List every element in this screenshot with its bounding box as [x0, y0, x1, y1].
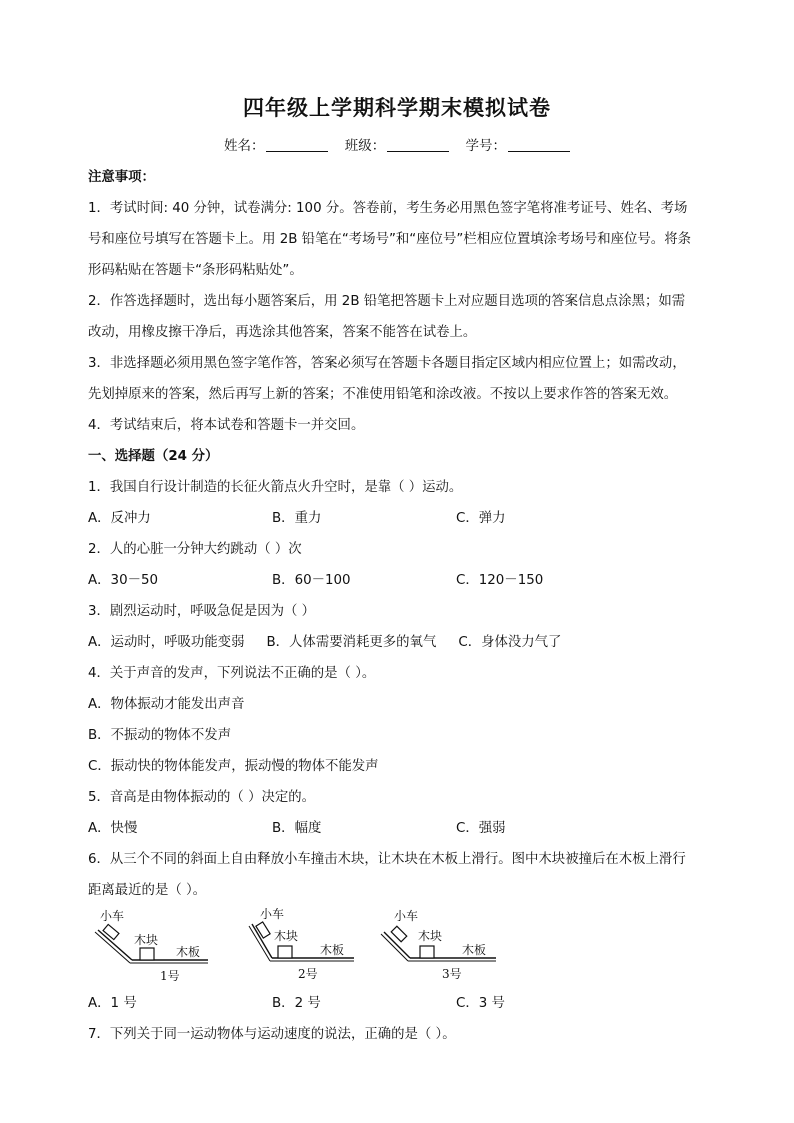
option-a: A．运动时，呼吸功能变弱 — [88, 635, 245, 650]
option-a: A．1 号 — [88, 996, 137, 1011]
notice-heading: 注意事项： — [88, 170, 155, 185]
option-c: C．120－150 — [456, 573, 544, 588]
option-c: C．振动快的物体能发声，振动慢的物体不能发声 — [88, 759, 379, 774]
question-7-stem: 7．下列关于同一运动物体与运动速度的说法，正确的是（ ）。 — [88, 1027, 456, 1042]
class-blank[interactable] — [387, 151, 449, 152]
option-a: A．快慢 — [88, 821, 138, 836]
option-b: B．重力 — [272, 511, 322, 526]
cart-shape — [256, 922, 270, 938]
block-label: 木块 — [274, 929, 299, 943]
block-label: 木块 — [418, 929, 443, 943]
notice-line: 改动，用橡皮擦干净后，再选涂其他答案，答案不能答在试卷上。 — [88, 325, 477, 340]
option-b: B．人体需要消耗更多的氧气 — [266, 635, 437, 650]
block-shape — [140, 948, 154, 960]
board-label: 木板 — [176, 945, 201, 959]
option-a: A．反冲力 — [88, 511, 151, 526]
block-shape — [420, 946, 434, 958]
student-info-line — [0, 134, 794, 154]
question-2-options — [88, 565, 718, 596]
car-label: 小车 — [100, 909, 125, 923]
notice-line: 4．考试结束后，将本试卷和答题卡一并交回。 — [88, 418, 365, 433]
question-1-options — [88, 503, 718, 534]
student-id-label: 学号： — [465, 138, 507, 154]
student-id-blank[interactable] — [508, 151, 570, 152]
option-c: C．强弱 — [456, 821, 506, 836]
block-shape — [278, 946, 292, 958]
ramp-figure-3 — [380, 908, 500, 986]
notice-line: 1．考试时间: 40 分钟，试卷满分: 100 分。答卷前，考生务必用黑色签字笔将准考证号、姓名、考场 — [88, 201, 688, 216]
question-6-stem-continued: 距离最近的是（ ）。 — [88, 883, 207, 898]
question-2-stem: 2．人的心脏一分钟大约跳动（ ）次 — [88, 542, 302, 557]
notice-line: 3．非选择题必须用黑色签字笔作答，答案必须写在答题卡各题目指定区域内相应位置上；如需改动， — [88, 356, 686, 371]
question-5-options — [88, 813, 718, 844]
question-6-figures — [88, 908, 718, 988]
block-label: 木块 — [134, 933, 159, 947]
question-1-stem: 1．我国自行设计制造的长征火箭点火升空时，是靠（ ）运动。 — [88, 480, 463, 495]
option-c: C．3 号 — [456, 996, 505, 1011]
option-c: C．身体没力气了 — [458, 635, 562, 650]
question-6-options — [88, 988, 718, 1019]
class-label: 班级： — [344, 138, 386, 154]
question-3-options — [88, 627, 718, 658]
cart-shape — [391, 926, 407, 942]
car-label: 小车 — [260, 908, 285, 921]
option-a: A．物体振动才能发出声音 — [88, 697, 245, 712]
name-field — [224, 134, 329, 154]
notice-line: 2．作答选择题时，选出每小题答案后，用 2B 铅笔把答题卡上对应题目选项的答案信息点涂黑；如需 — [88, 294, 686, 309]
figure-number: 3号 — [442, 967, 462, 981]
notice-line: 形码粘贴在答题卡“条形码粘贴处”。 — [88, 263, 303, 278]
question-6-stem: 6．从三个不同的斜面上自由释放小车撞击木块，让木块在木板上滑行。图中木块被撞后在木板上滑行 — [88, 852, 686, 867]
figure-number: 1号 — [160, 969, 180, 983]
option-b: B．幅度 — [272, 821, 322, 836]
option-b: B．不振动的物体不发声 — [88, 728, 232, 743]
car-label: 小车 — [394, 909, 419, 923]
option-c: C．弹力 — [456, 511, 506, 526]
notice-line: 号和座位号填写在答题卡上。用 2B 铅笔在“考场号”和“座位号”栏相应位置填涂考场号和座位号。将条 — [88, 232, 691, 247]
exam-content — [88, 162, 718, 1050]
option-b: B．2 号 — [272, 996, 321, 1011]
name-label: 姓名： — [223, 138, 265, 154]
name-blank[interactable] — [266, 151, 328, 152]
board-label: 木板 — [462, 943, 487, 957]
ramp-figure-1 — [90, 908, 215, 986]
question-4-stem: 4．关于声音的发声，下列说法不正确的是（ ）。 — [88, 666, 376, 681]
page-title: 四年级上学期科学期末模拟试卷 — [243, 96, 551, 120]
option-b: B．60－100 — [272, 573, 351, 588]
figure-number: 2号 — [298, 967, 318, 981]
option-a: A．30－50 — [88, 573, 159, 588]
question-3-stem: 3．剧烈运动时，呼吸急促是因为（ ） — [88, 604, 316, 619]
question-5-stem: 5．音高是由物体振动的（ ）决定的。 — [88, 790, 316, 805]
section-heading: 一、选择题（24 分） — [88, 449, 219, 464]
class-field — [345, 134, 450, 154]
ramp-figure-2 — [246, 908, 361, 986]
student-id-field — [466, 134, 571, 154]
notice-line: 先划掉原来的答案，然后再写上新的答案；不准使用铅笔和涂改液。不按以上要求作答的答案无效。 — [88, 387, 678, 402]
board-label: 木板 — [320, 943, 345, 957]
